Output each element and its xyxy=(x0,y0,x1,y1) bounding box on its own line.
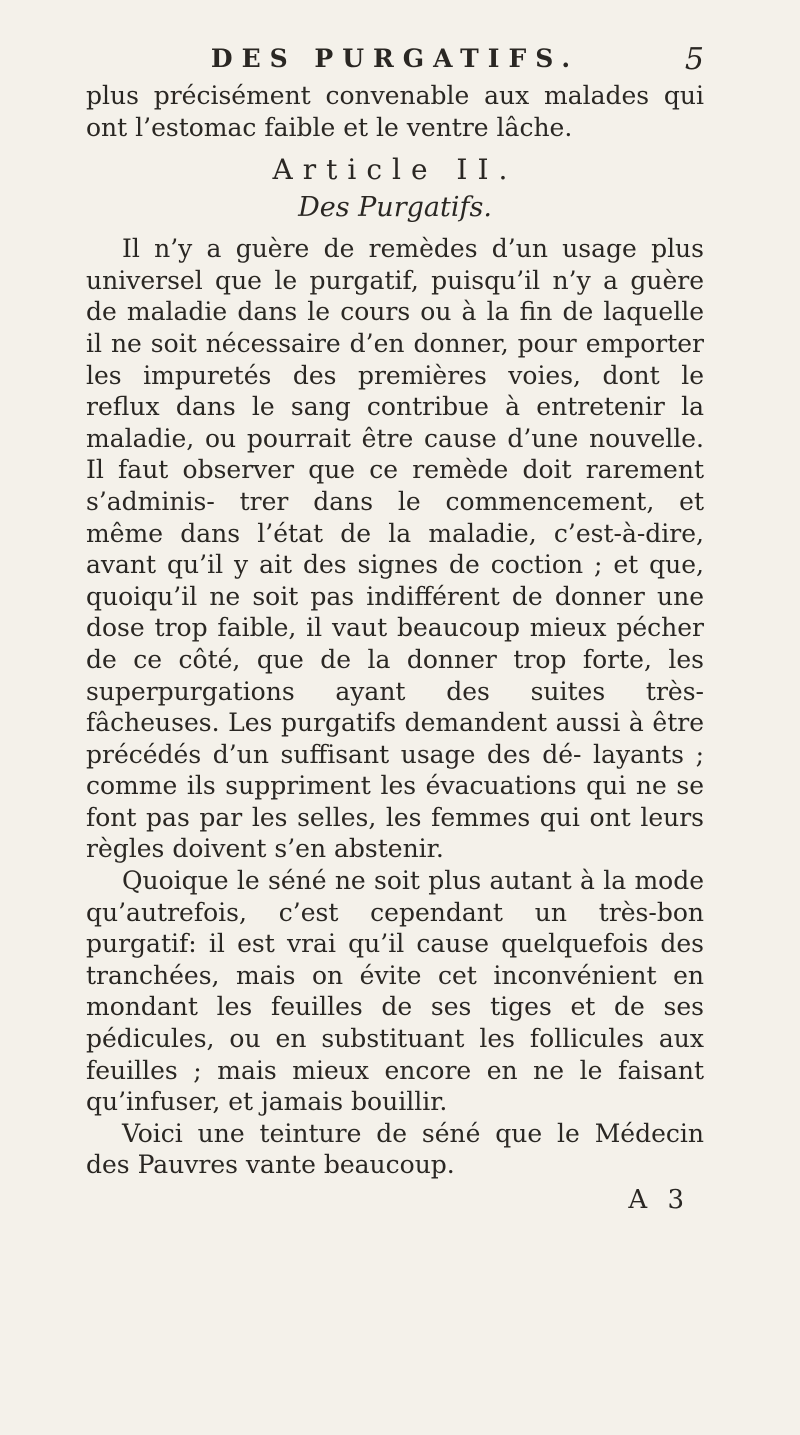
page-number: 5 xyxy=(684,42,704,77)
signature-mark: A 3 xyxy=(628,1185,690,1215)
article-heading: Article II. xyxy=(272,153,518,187)
body-paragraph-3: Voici une teinture de séné que le Médecin des Pauvres vante beaucoup. xyxy=(86,1118,704,1180)
article-subtitle: Des Purgatifs. xyxy=(298,192,492,224)
body-paragraph-2: Quoique le séné ne soit plus autant à la mode qu’autrefois, c’est cependant un très-bon purgatif: il est vrai qu’il cause quelquefois des tranchées, mais on évite cet inconvénient en mondant les feuilles de ses tiges et de ses pédicules, ou en substituant les follicules aux feuilles ; mais mieux encore en ne le faisant qu’infuser, et jamais bouillir. xyxy=(86,866,704,1117)
continuation-paragraph: plus précisément convenable aux malades qui ont l’estomac faible et le ventre lâche. xyxy=(86,81,704,142)
body-paragraph-1: Il n’y a guère de remèdes d’un usage plus universel que le purgatif, puisqu’il n’y a guère de maladie dans le cours ou à la fin de laquelle il ne soit nécessaire d’en donner, pour emporter les impuretés des premières voies, dont le reflux dans le sang contribue à entretenir la maladie, ou pourrait être cause d’une nouvelle. Il faut observer que ce remède doit rarement s’adminis- trer dans le commencement, et même dans l’état de la maladie, c’est-à-dire, avant qu’il y ait des signes de coction ; et que, quoiqu’il ne soit pas indifférent de donner une dose trop faible, il vaut beaucoup mieux pécher de ce côté, que de la donner trop forte, les superpurgations ayant des suites très-fâcheuses. Les purgatifs demandent aussi à être précédés d’un suffisant usage des dé- layants ; comme ils suppriment les évacuations qui ne se font pas par les selles, les femmes qui ont leurs règles doivent s’en abstenir. xyxy=(86,234,704,864)
running-title: DES PURGATIFS. xyxy=(210,43,580,73)
running-header xyxy=(86,36,704,80)
